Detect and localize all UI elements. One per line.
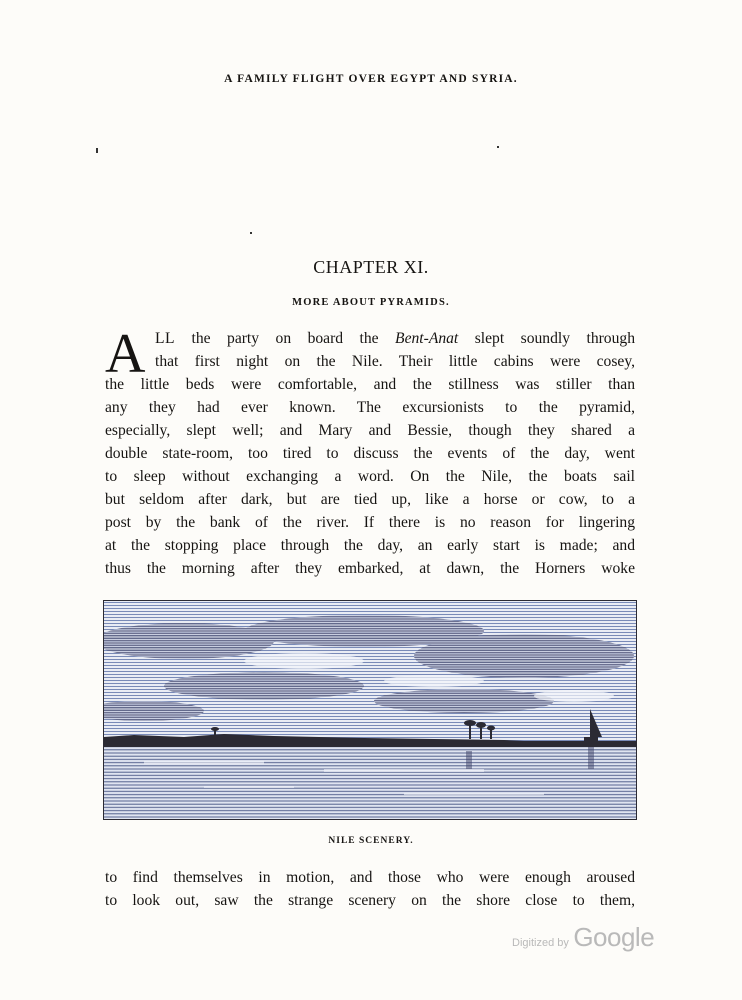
page-speck (497, 146, 499, 148)
text-line: the little beds were comfortable, and the stillness was stiller than (105, 376, 635, 393)
paragraph-2 (105, 866, 635, 912)
paragraph-1 (105, 323, 635, 580)
text-line-segment: slept soundly through (458, 330, 635, 347)
drop-cap: A (105, 323, 146, 385)
text-line (105, 327, 635, 350)
text-line: any they had ever known. The excursionists to the pyramid, (105, 399, 635, 416)
text-line: but seldom after dark, but are tied up, like a horse or cow, to a (105, 491, 635, 508)
watermark-brand: Google (573, 922, 655, 952)
chapter-title: CHAPTER XI. (313, 257, 429, 277)
engraving (104, 601, 636, 819)
text-line: thus the morning after they embarked, at dawn, the Horners woke (105, 560, 635, 577)
text-line-segment: the party on board the (175, 330, 396, 347)
text-line: that first night on the Nile. Their little cabins were cosey, (155, 353, 635, 370)
text-line: post by the bank of the river. If there is no reason for lingering (105, 514, 635, 531)
page-speck (250, 232, 252, 234)
text-line: to look out, saw the strange scenery on the shore close to them, (105, 892, 635, 909)
watermark-prefix: Digitized by (512, 937, 569, 949)
text-line: at the stopping place through the day, an early start is made; and (105, 537, 635, 554)
text-line: to find themselves in motion, and those who were enough aroused (105, 869, 635, 886)
text-line: especially, slept well; and Mary and Bessie, though they shared a (105, 422, 635, 439)
figure-caption: NILE SCENERY. (328, 836, 414, 846)
chapter-subtitle: MORE ABOUT PYRAMIDS. (292, 297, 450, 308)
google-watermark (512, 922, 654, 953)
nile-scenery-illustration (103, 600, 637, 820)
page-speck (96, 148, 98, 153)
text-line-caps: LL (155, 330, 176, 347)
text-line: double state-room, too tired to discuss the events of the day, went (105, 445, 635, 462)
text-line: to sleep without exchanging a word. On the Nile, the boats sail (105, 468, 635, 485)
boat-name: Bent-Anat (395, 330, 459, 347)
running-head: A FAMILY FLIGHT OVER EGYPT AND SYRIA. (224, 73, 518, 85)
river (104, 747, 636, 819)
